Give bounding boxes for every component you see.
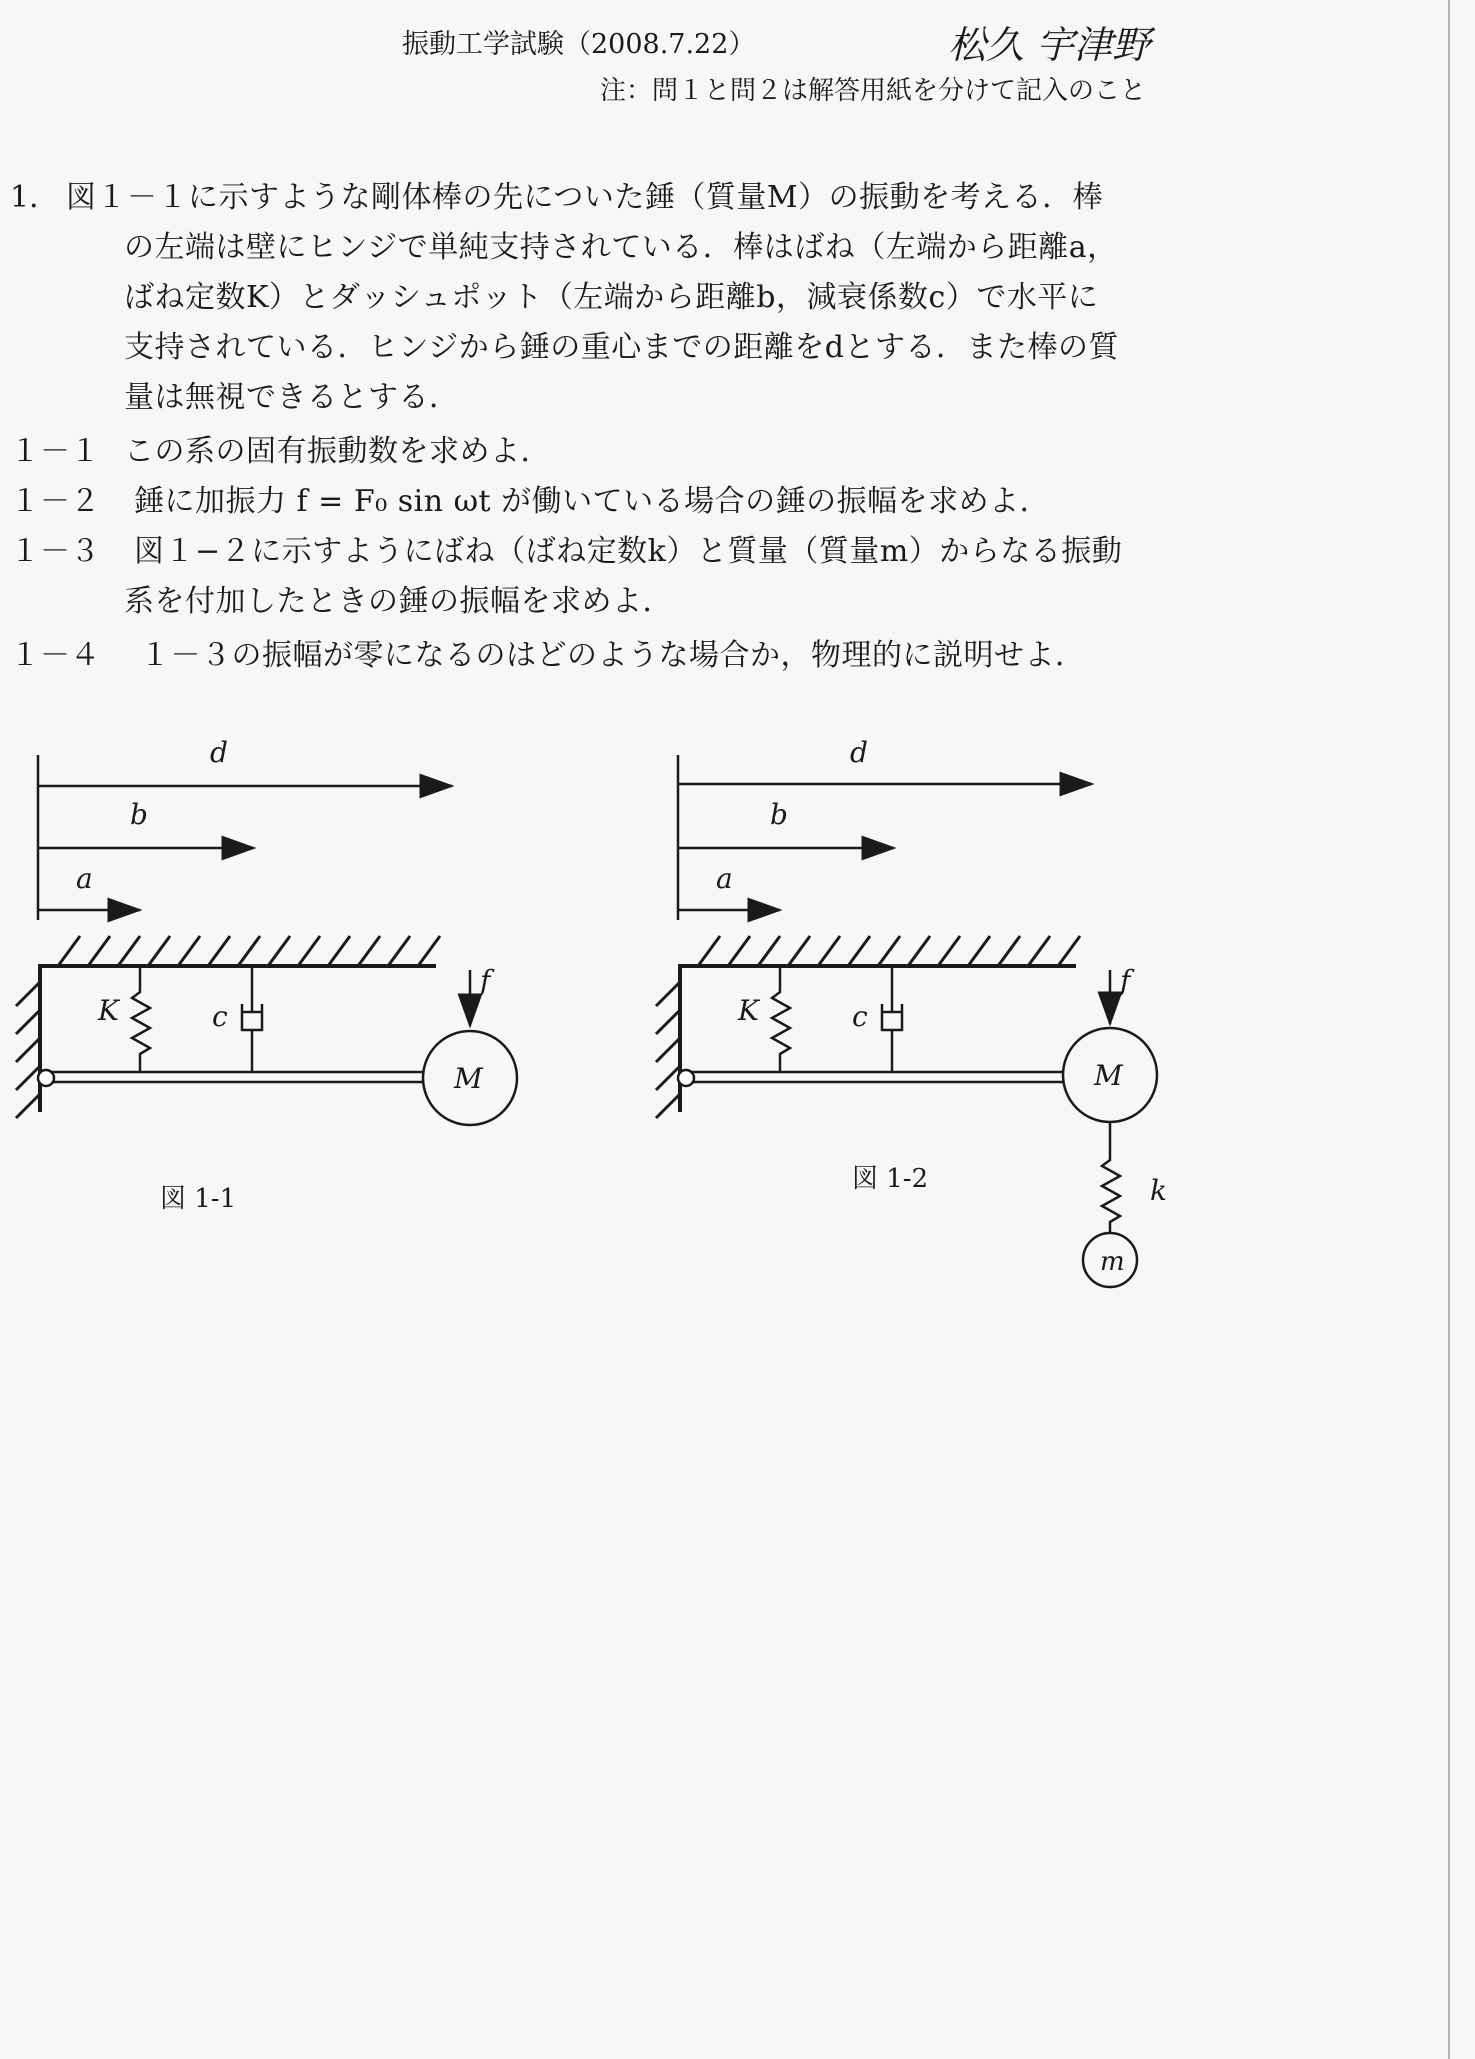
subquestion-number: １－４ xyxy=(10,638,100,673)
exam-note: 注：問１と問２は解答用紙を分けて記入のこと xyxy=(600,76,1147,106)
paper-edge xyxy=(1448,0,1450,2059)
label-a: a xyxy=(76,862,93,895)
ceiling-hatch xyxy=(698,936,1080,966)
label-k: k xyxy=(1150,1174,1167,1207)
label-c: c xyxy=(212,1000,228,1033)
figure-1-2 xyxy=(640,720,1200,1280)
subquestion-text: 系を付加したときの錘の振幅を求めよ． xyxy=(124,584,673,619)
label-d: d xyxy=(850,736,868,769)
label-c: c xyxy=(852,1000,868,1033)
subquestion-text: この系の固有振動数を求めよ． xyxy=(124,434,551,469)
spring-K xyxy=(132,966,150,1072)
subquestion-text: 図１−２に示すようにばね（ばね定数k）と質量（質量m）からなる振動 xyxy=(134,534,1123,569)
wall-hatch xyxy=(16,982,40,1118)
question-1-line: の左端は壁にヒンジで単純支持されている．棒はばね（左端から距離a， xyxy=(124,230,1118,265)
subquestion-text: １－３の振幅が零になるのはどのような場合か，物理的に説明せよ． xyxy=(140,638,1086,673)
label-m: m xyxy=(1100,1247,1125,1277)
label-b: b xyxy=(770,798,788,831)
label-M: M xyxy=(1094,1059,1123,1092)
question-1-line: ばね定数K）とダッシュポット（左端から距離b，減衰係数c）で水平に xyxy=(124,280,1099,315)
figure-1-2-caption: 図 1-2 xyxy=(852,1164,929,1194)
spring-K xyxy=(772,966,790,1072)
figure-1-1-caption: 図 1-1 xyxy=(160,1184,237,1214)
label-M: M xyxy=(454,1062,483,1095)
ceiling-hatch xyxy=(58,936,440,966)
figure-1-1 xyxy=(0,720,560,1140)
label-a: a xyxy=(716,862,733,895)
handwritten-names: 松久 宇津野 xyxy=(948,23,1151,67)
question-1-number: 1． xyxy=(10,180,60,215)
question-1-line: 量は無視できるとする． xyxy=(124,380,460,415)
label-K: K xyxy=(98,994,119,1027)
label-f: f xyxy=(1120,964,1131,997)
subquestion-number: １－１ xyxy=(10,434,100,469)
subquestion-text: 錘に加振力 f = F₀ sin ωt が働いている場合の錘の振幅を求めよ． xyxy=(134,484,1051,519)
label-d: d xyxy=(210,736,228,769)
hinge xyxy=(38,1070,54,1086)
question-1-line: 図１－１に示すような剛体棒の先についた錘（質量M）の振動を考える．棒 xyxy=(66,180,1104,215)
wall-hatch xyxy=(656,982,680,1118)
subquestion-number: １－３ xyxy=(10,534,100,569)
exam-title: 振動工学試験（2008.7.22） xyxy=(402,29,756,60)
label-b: b xyxy=(130,798,148,831)
hinge xyxy=(678,1070,694,1086)
label-f: f xyxy=(480,964,491,997)
subquestion-number: １－２ xyxy=(10,484,100,519)
spring-k xyxy=(1102,1122,1120,1234)
label-K: K xyxy=(738,994,759,1027)
question-1-line: 支持されている．ヒンジから錘の重心までの距離をdとする．また棒の質 xyxy=(124,330,1119,365)
